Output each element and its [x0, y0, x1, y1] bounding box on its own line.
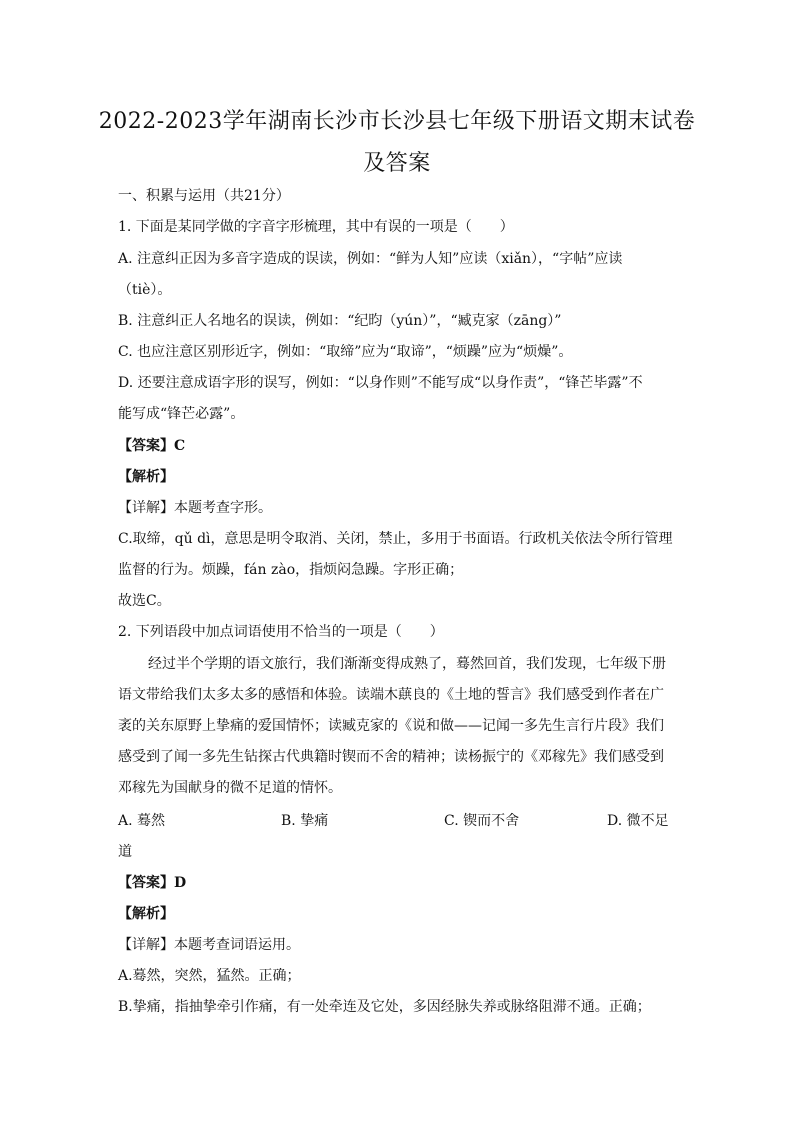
- question-1-option-d-cont: 能写成“锋芒必露”。: [118, 406, 245, 422]
- question-2-stem: 2. 下列语段中加点词语使用不恰当的一项是（ ）: [118, 624, 444, 640]
- question-2-passage-line: 邓稼先为国献身的微不足道的情怀。: [118, 780, 342, 796]
- question-2-analysis-label: 【解析】: [118, 906, 174, 922]
- question-2-option-c: C. 锲而不舍: [444, 813, 520, 829]
- question-1-conclusion: 故选C。: [118, 593, 171, 609]
- question-1-option-d: D. 还要注意成语字形的误写，例如：“以身作则”不能写成“以身作责”，“锋芒毕露”不: [118, 375, 643, 391]
- question-2-detail: 【详解】本题考查词语运用。: [118, 937, 300, 953]
- section-heading: 一、积累与运用（共21分）: [118, 188, 290, 204]
- question-1-explanation-cont: 监督的行为。烦躁，fán zào，指烦闷急躁。字形正确；: [118, 562, 464, 578]
- question-1-option-b: B. 注意纠正人名地名的误读，例如：“纪昀（yún）”，“臧克家（zāng）”: [118, 313, 562, 329]
- question-2-explanation-a: A.蓦然，突然，猛然。正确；: [118, 968, 301, 984]
- question-2-option-d-cont: 道: [118, 844, 132, 860]
- question-1-option-a: A. 注意纠正因为多音字造成的误读，例如：“鲜为人知”应读（xiǎn），“字帖”应读: [118, 251, 623, 267]
- question-1-explanation: C.取缔，qǔ dì，意思是明令取消、关闭，禁止，多用于书面语。行政机关依法令所行管理: [118, 531, 673, 547]
- question-2-option-a: A. 蓦然: [118, 813, 166, 829]
- question-2-passage-line: 袤的关东原野上挚痛的爱国情怀；读臧克家的《说和做——记闻一多先生言行片段》我们: [118, 718, 664, 734]
- question-2-passage-line: 经过半个学期的语文旅行，我们渐渐变得成熟了，蓦然回首，我们发现，七年级下册: [148, 656, 666, 672]
- question-1-answer: 【答案】C: [118, 438, 186, 454]
- document-title-line1: 2022-2023学年湖南长沙市长沙县七年级下册语文期末试卷: [98, 109, 696, 134]
- question-2-answer: 【答案】D: [118, 875, 187, 891]
- question-1-detail: 【详解】本题考查字形。: [118, 500, 272, 516]
- question-1-analysis-label: 【解析】: [118, 469, 174, 485]
- question-2-option-d: D. 微不足: [607, 813, 669, 829]
- question-2-option-b: B. 挚痛: [281, 813, 329, 829]
- question-1-option-c: C. 也应注意区别形近字，例如：“取缔”应为“取谛”，“烦躁”应为“烦燥”。: [118, 344, 573, 360]
- question-2-explanation-b: B.挚痛，指抽挚牵引作痛，有一处牵连及它处，多因经脉失养或脉络阻滞不通。正确；: [118, 999, 651, 1015]
- document-title-line2: 及答案: [363, 151, 431, 176]
- question-1-option-a-cont: （tiè）。: [118, 282, 172, 298]
- question-1-stem: 1. 下面是某同学做的字音字形梳理，其中有误的一项是（ ）: [118, 219, 514, 235]
- question-2-passage-line: 感受到了闻一多先生钻探古代典籍时锲而不舍的精神；读杨振宁的《邓稼先》我们感受到: [118, 749, 664, 765]
- question-2-passage-line: 语文带给我们太多太多的感悟和体验。读端木蕻良的《土地的誓言》我们感受到作者在广: [118, 687, 664, 703]
